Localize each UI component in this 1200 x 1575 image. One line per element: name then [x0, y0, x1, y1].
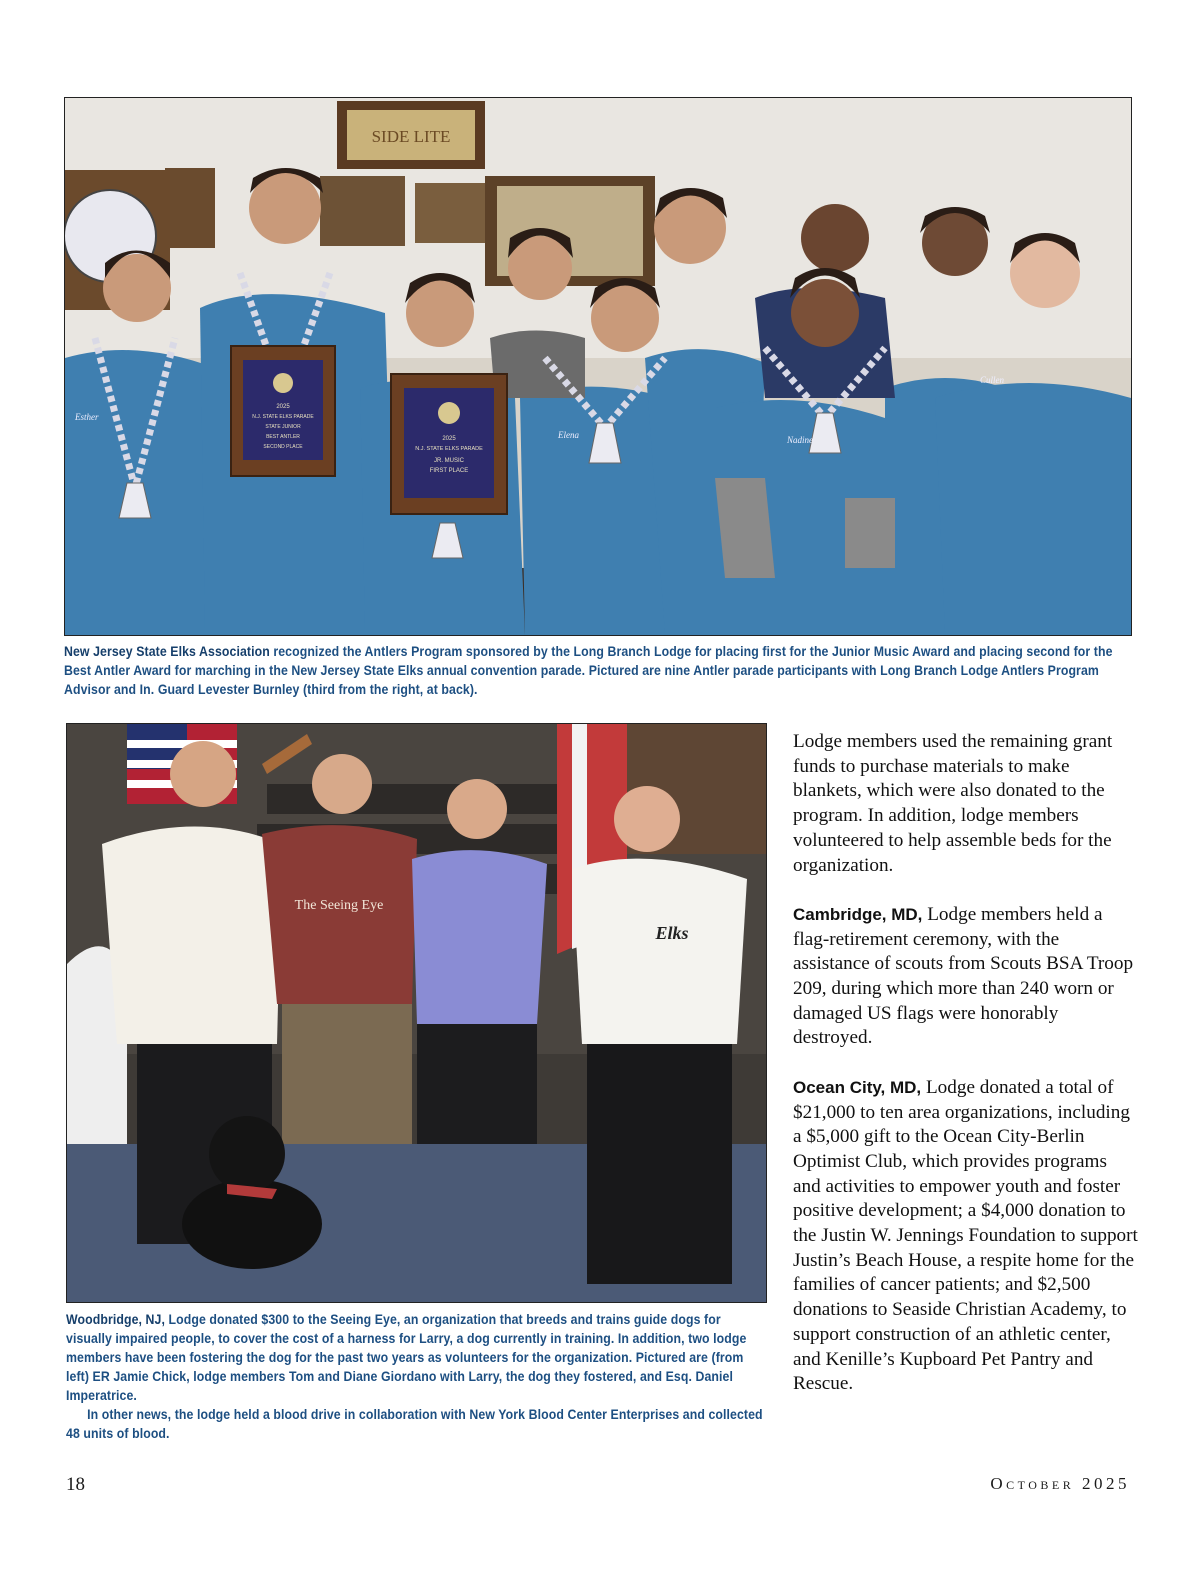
svg-text:BEST ANTLER: BEST ANTLER [266, 434, 300, 440]
cambridge-text: Lodge members held a flag-retirement ceremony, with the assistance of scouts from Scouts BSA Troop 209, during which more than 240 worn or damaged US flags were honorably destroyed. [793, 903, 1134, 1049]
issue-date: October 2025 [990, 1474, 1130, 1493]
best-antler-plaque [231, 346, 335, 476]
woodbridge-photo [66, 723, 767, 1303]
junior-music-plaque [391, 374, 507, 514]
article-para-grant: Lodge members used the remaining grant funds to purchase materials to make blankets, which were also donated to the program. In addition, lodge members volunteered to help assemble beds for the organization. [793, 731, 1113, 876]
caption-body: recognized the Antlers Program sponsored by the Long Branch Lodge for placing first for the Junior Music Award and placing second for the Best Antler Award for marching in the New Jersey State Elks annual convention parade. Pictured are nine Antler parade participants with Long Branch Lodge Antlers Program Advisor and In. Guard Levester Burnley (third from the right, at back). [64, 643, 1113, 697]
svg-text:N.J. STATE ELKS PARADE: N.J. STATE ELKS PARADE [415, 446, 483, 452]
caption-lead: Woodbridge, NJ, [66, 1311, 165, 1327]
article-right-column [793, 730, 1138, 1422]
caption-antlers [64, 642, 1134, 699]
caption-woodbridge-para1 [66, 1310, 766, 1405]
page-number: 18 [66, 1474, 85, 1495]
woodbridge-illustration [67, 724, 766, 1302]
svg-text:2025: 2025 [276, 404, 290, 410]
svg-text:STATE JUNIOR: STATE JUNIOR [265, 424, 301, 430]
svg-text:N.J. STATE ELKS PARADE: N.J. STATE ELKS PARADE [252, 414, 314, 420]
seeing-eye-shirt-text: The Seeing Eye [294, 898, 384, 913]
svg-text:2025: 2025 [442, 436, 456, 442]
article-para-cambridge [793, 903, 1138, 1051]
svg-text:Cullen: Cullen [980, 375, 1004, 385]
antlers-group-illustration [65, 98, 1131, 635]
svg-text:FIRST PLACE: FIRST PLACE [429, 468, 469, 474]
caption-lead: New Jersey State Elks Association [64, 643, 270, 659]
caption-woodbridge-para2: In other news, the lodge held a blood drive in collaboration with New York Blood Center Enterprises and collected 48 units of blood. [66, 1406, 763, 1441]
elks-logo-text: Elks [655, 923, 689, 943]
svg-text:JR. MUSIC: JR. MUSIC [434, 458, 464, 464]
oceancity-text: Lodge donated a total of $21,000 to ten area organizations, including a $5,000 gift to the Ocean City-Berlin Optimist Club, which provides programs and activities to empower youth and foster positive development; a $4,000 donation to the Justin W. Jennings Foundation to support Justin’s Beach House, a respite home for the families of cancer patients; and $2,500 donations to Seaside Christian Academy, to support construction of an athletic center, and Kenille’s Kupboard Pet Pantry and Rescue. [793, 1076, 1138, 1395]
svg-text:Esther: Esther [75, 412, 99, 422]
article-para-oceancity [793, 1076, 1138, 1397]
caption-body: Lodge donated $300 to the Seeing Eye, an organization that breeds and trains guide dogs for visually impaired people, to cover the cost of a harness for Larry, a dog currently in training. In addition, two lodge members have been fostering the dog for the past two years as volunteers for the organization. Pictured are (from left) ER Jamie Chick, lodge members Tom and Diane Giordano with Larry, the dog they fostered, and Esq. Daniel Imperatrice. [66, 1311, 747, 1403]
sign-text: SIDE LITE [371, 127, 451, 146]
svg-text:SECOND PLACE: SECOND PLACE [263, 444, 303, 450]
svg-text:Elena: Elena [558, 430, 579, 440]
caption-woodbridge [66, 1310, 766, 1443]
place-cambridge: Cambridge, MD, [793, 904, 923, 924]
antlers-group-photo [64, 97, 1132, 636]
svg-text:Nadine: Nadine [787, 435, 813, 445]
place-ocean-city: Ocean City, MD, [793, 1077, 922, 1097]
